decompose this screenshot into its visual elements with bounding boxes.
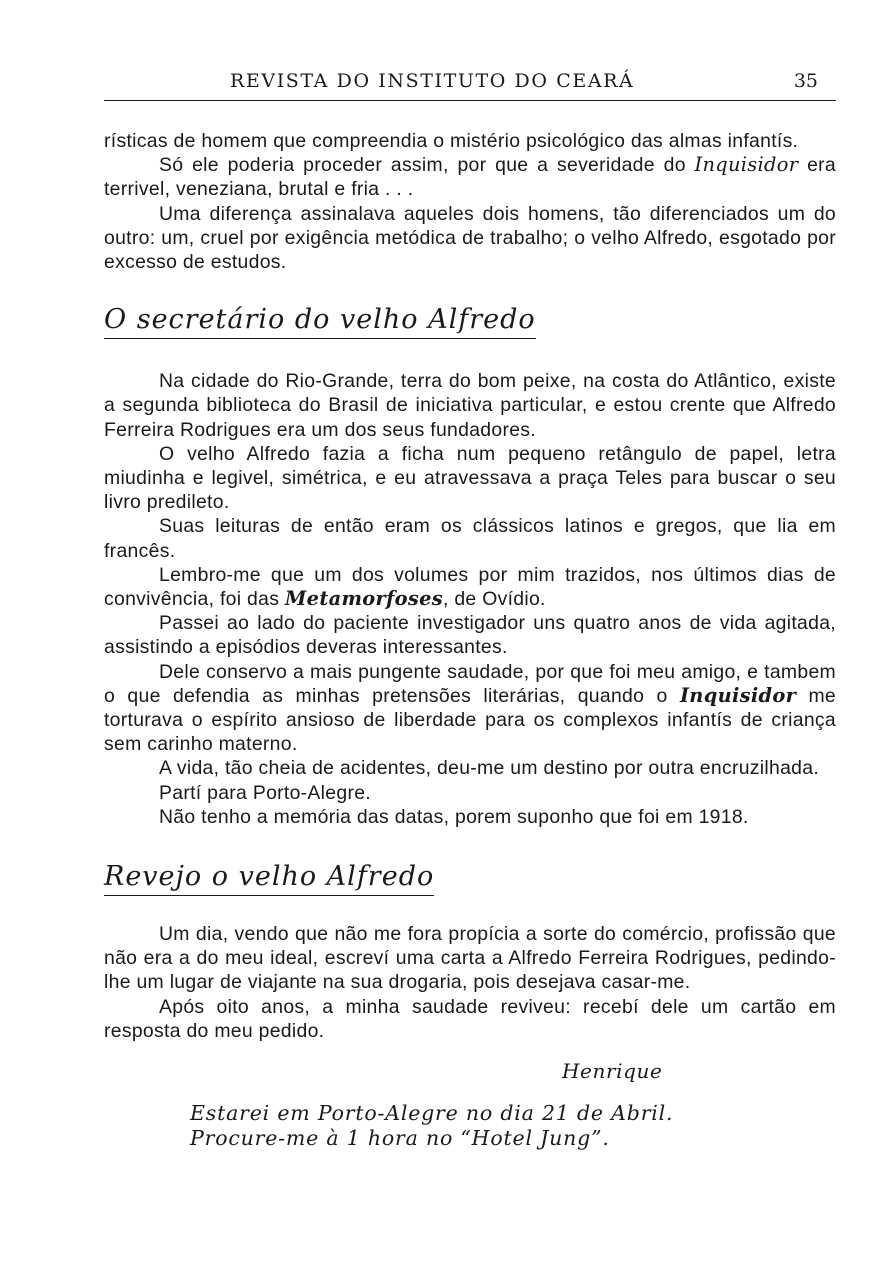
section-secretario-body (104, 369, 836, 829)
section-revejo-body (104, 922, 836, 1151)
intro-text (104, 129, 836, 274)
secretario-paragraph-6-text-b: me torturava o espírito ansioso de liberdade para os complexos infantís de criança sem carinho materno. (104, 684, 836, 756)
secretario-paragraph-4-italic: Metamorfoses (284, 587, 443, 611)
secretario-paragraph-6 (104, 660, 836, 757)
revejo-paragraph-1: Um dia, vendo que não me fora propícia a sorte do comércio, profissão que não era a do meu ideal, escreví uma carta a Alfredo Ferreira Rodrigues, pedindo-lhe um lugar de viajante na sua drogaria, pois desejava casar-me. (104, 923, 836, 994)
quoted-note (190, 1101, 836, 1151)
running-header (104, 66, 836, 101)
intro-paragraph-2-text-b: era terrivel, veneziana, brutal e fria . . . (104, 154, 836, 201)
secretario-paragraph-1: Na cidade do Rio-Grande, terra do bom peixe, na costa do Atlântico, existe a segunda biblioteca do Brasil de iniciativa particular, e estou crente que Alfredo Ferreira Rodrigues era um dos seus fundadores. (104, 370, 836, 441)
secretario-paragraph-7: A vida, tão cheia de acidentes, deu-me um destino por outra encruzilhada. (159, 757, 820, 780)
document-page (104, 66, 836, 1151)
secretario-paragraph-9: Não tenho a memória das datas, porem suponho que foi em 1918. (159, 805, 749, 828)
intro-paragraph-2-italic: Inquisidor (694, 153, 799, 177)
secretario-paragraph-4-text-b: , de Ovídio. (442, 588, 546, 611)
intro-paragraph-2 (104, 153, 836, 201)
section-heading-secretario: O secretário do velho Alfredo (104, 304, 536, 339)
intro-paragraph-2-text-a: Só ele poderia proceder assim, por que a severidade do (159, 154, 695, 177)
signature-henrique: Henrique (562, 1059, 663, 1084)
intro-paragraph-3: Uma diferença assinalava aqueles dois homens, tão diferenciados um do outro: um, cruel por exigência metódica de trabalho; o velho Alfredo, esgotado por excesso de estudos. (104, 202, 836, 274)
quoted-note-line-2: Procure-me à 1 hora no “Hotel Jung”. (190, 1126, 610, 1151)
secretario-paragraph-4 (104, 563, 836, 611)
secretario-paragraph-2: O velho Alfredo fazia a ficha num pequeno retângulo de papel, letra miudinha e legivel, simétrica, e eu atravessava a praça Teles para buscar o seu livro predileto. (104, 442, 836, 514)
journal-title: REVISTA DO INSTITUTO DO CEARÁ (230, 70, 635, 92)
section-heading-secretario-wrapper (104, 304, 836, 339)
secretario-paragraph-8: Partí para Porto-Alegre. (159, 781, 371, 804)
section-heading-revejo-wrapper (104, 861, 836, 896)
secretario-paragraph-6-italic: Inquisidor (679, 683, 797, 707)
secretario-paragraph-4-text-a: Lembro-me que um dos volumes por mim trazidos, nos últimos dias de convivência, foi das (104, 563, 836, 611)
page-number: 35 (793, 70, 818, 92)
secretario-paragraph-6-text-a: Dele conservo a mais pungente saudade, por que foi meu amigo, e tambem o que defendia as minhas pretensões literárias, quando o (104, 660, 836, 707)
intro-paragraph-1: rísticas de homem que compreendia o mistério psicológico das almas infantís. (104, 130, 799, 152)
secretario-paragraph-3: Suas leituras de então eram os clássicos latinos e gregos, que lia em francês. (104, 515, 836, 562)
quoted-note-line-1: Estarei em Porto-Alegre no dia 21 de Abril. (190, 1101, 674, 1126)
secretario-paragraph-5: Passei ao lado do paciente investigador uns quatro anos de vida agitada, assistindo a episódios deveras interessantes. (104, 612, 836, 659)
revejo-paragraph-2: Após oito anos, a minha saudade reviveu: recebí dele um cartão em resposta do meu pedido. (104, 995, 836, 1042)
section-heading-revejo: Revejo o velho Alfredo (104, 861, 434, 896)
